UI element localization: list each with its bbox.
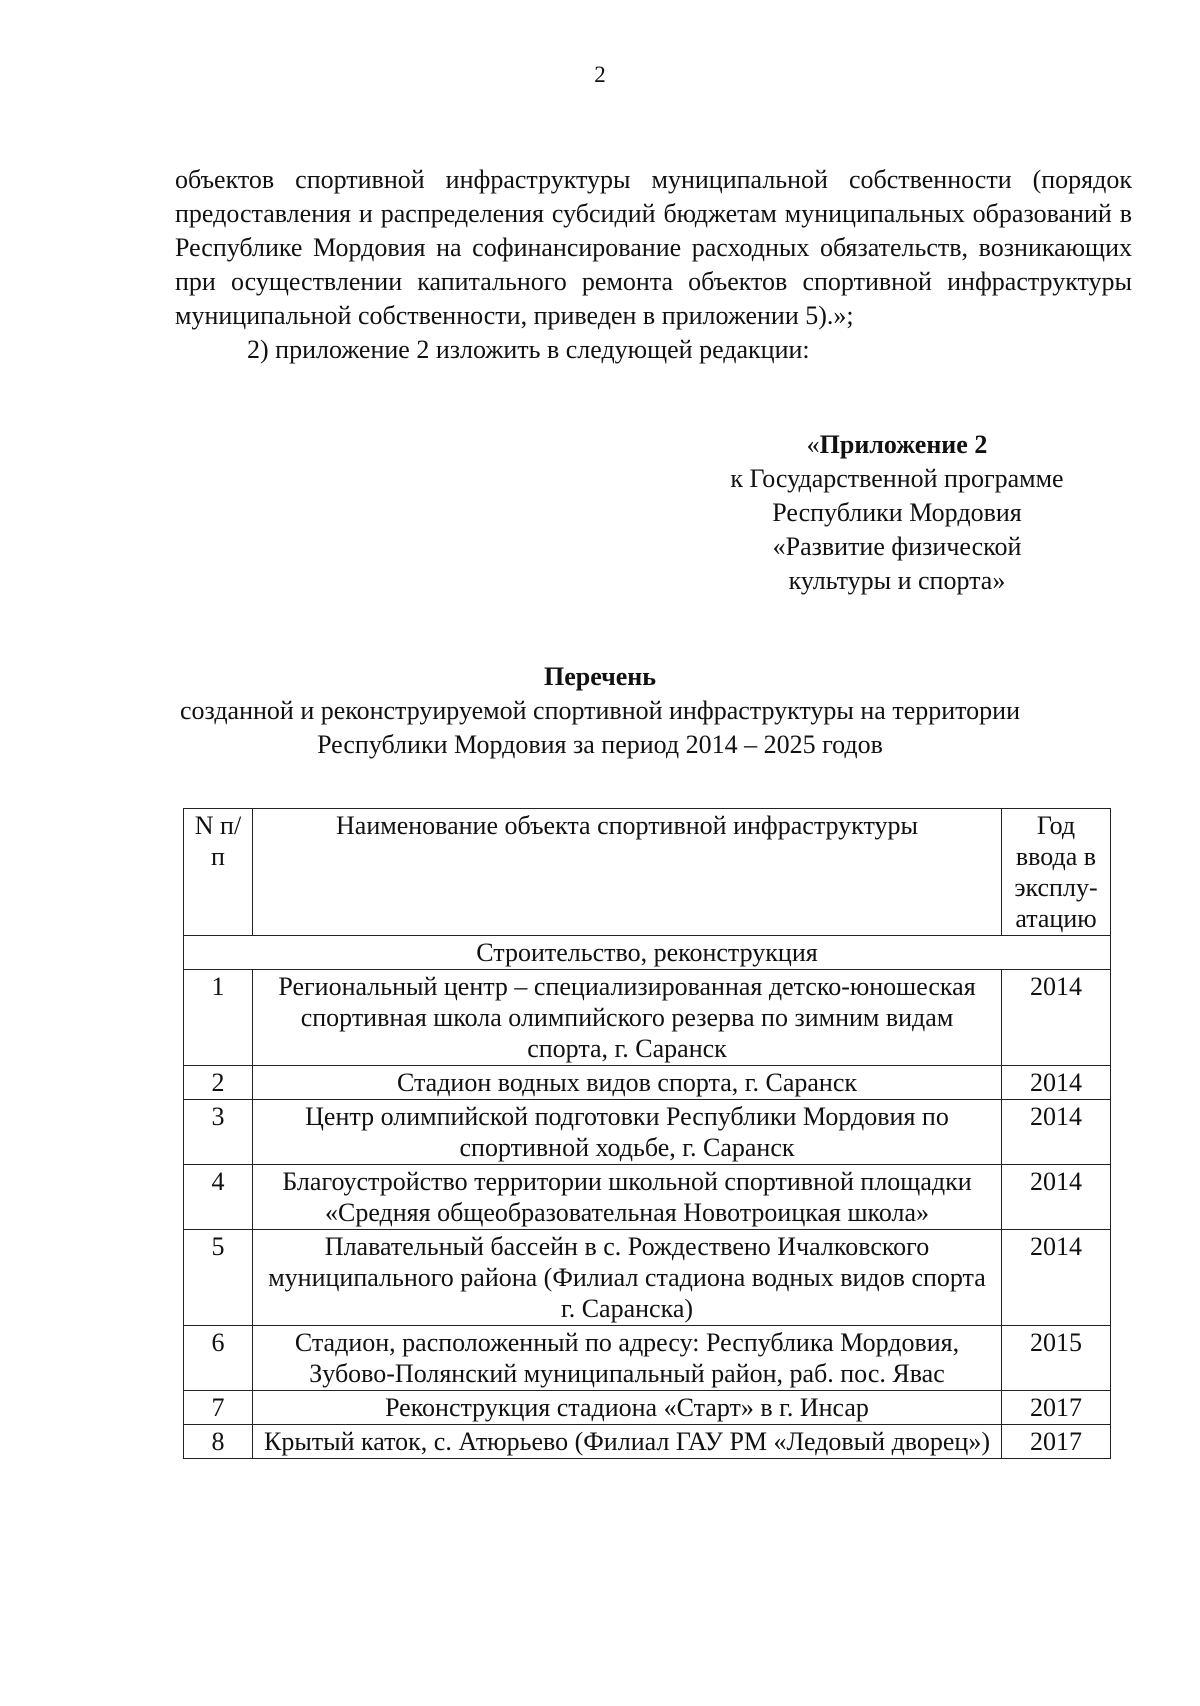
row-number: 1 xyxy=(184,970,253,1066)
row-year: 2015 xyxy=(1002,1326,1111,1391)
row-number: 7 xyxy=(184,1391,253,1425)
table-row xyxy=(184,1391,1111,1425)
row-name: Реконструкция стадиона «Старт» в г. Инсар xyxy=(253,1391,1002,1425)
table-header-row xyxy=(184,809,1111,936)
table-row xyxy=(184,970,1111,1066)
section-title: Строительство, реконструкция xyxy=(184,936,1111,970)
header-year: Год ввода в эксплу-атацию xyxy=(1002,809,1111,936)
header-number: N п/п xyxy=(184,809,253,936)
row-year: 2014 xyxy=(1002,1066,1111,1100)
table-row xyxy=(184,1066,1111,1100)
appendix-title-line xyxy=(692,428,1102,462)
appendix-line: к Государственной программе xyxy=(730,464,1064,493)
row-year: 2014 xyxy=(1002,1100,1111,1165)
row-number: 2 xyxy=(184,1066,253,1100)
row-number: 5 xyxy=(184,1230,253,1326)
appendix-title: Приложение 2 xyxy=(819,430,988,459)
body-text xyxy=(175,163,1132,367)
header-name: Наименование объекта спортивной инфраструктуры xyxy=(253,809,1002,936)
row-name: Центр олимпийской подготовки Республики Мордовия по спортивной ходьбе, г. Саранск xyxy=(253,1100,1002,1165)
row-year: 2014 xyxy=(1002,1230,1111,1326)
table-row xyxy=(184,1326,1111,1391)
row-name: Крытый каток, с. Атюрьево (Филиал ГАУ РМ «Ледовый дворец») xyxy=(253,1425,1002,1459)
appendix-line: Республики Мордовия xyxy=(772,498,1022,527)
appendix-quote-mark: « xyxy=(806,430,820,459)
table-row xyxy=(184,1100,1111,1165)
list-title xyxy=(0,660,1200,762)
paragraph-amendment-item: 2) приложение 2 изложить в следующей редакции: xyxy=(247,335,810,364)
page-number: 2 xyxy=(594,62,606,87)
row-name: Плавательный бассейн в с. Рождествено Ичалковского муниципального района (Филиал стадиона водных видов спорта г. Саранска) xyxy=(253,1230,1002,1326)
row-number: 4 xyxy=(184,1165,253,1230)
list-subtitle-line: Республики Мордовия за период 2014 – 2025 годов xyxy=(317,730,883,759)
row-name: Стадион, расположенный по адресу: Республика Мордовия, Зубово-Полянский муниципальный район, раб. пос. Явас xyxy=(253,1326,1002,1391)
table-row xyxy=(184,1425,1111,1459)
row-name: Стадион водных видов спорта, г. Саранск xyxy=(253,1066,1002,1100)
appendix-line: «Развитие физической xyxy=(772,532,1022,561)
list-subtitle-line: созданной и реконструируемой спортивной инфраструктуры на территории xyxy=(179,696,1021,725)
list-heading: Перечень xyxy=(543,662,657,691)
row-year: 2014 xyxy=(1002,1165,1111,1230)
table-row xyxy=(184,1165,1111,1230)
table-section-row xyxy=(184,936,1111,970)
row-number: 3 xyxy=(184,1100,253,1165)
appendix-header xyxy=(692,428,1102,598)
row-name: Региональный центр – специализированная детско-юношеская спортивная школа олимпийского резерва по зимним видам спорта, г. Саранск xyxy=(253,970,1002,1066)
row-year: 2014 xyxy=(1002,970,1111,1066)
infrastructure-table xyxy=(183,808,1111,1459)
row-name: Благоустройство территории школьной спортивной площадки «Средняя общеобразовательная Новотроицкая школа» xyxy=(253,1165,1002,1230)
paragraph-continuation: объектов спортивной инфраструктуры муниципальной собственности (порядок предоставления и распределения субсидий бюджетам муниципальных образований в Республике Мордовия на софинансирование расходных обязательств, возникающих при осуществлении капитального ремонта объектов спортивной инфраструктуры муниципальной собственности, приведен в приложении 5).»; xyxy=(175,165,1132,330)
appendix-line: культуры и спорта» xyxy=(788,566,1006,595)
row-year: 2017 xyxy=(1002,1391,1111,1425)
row-year: 2017 xyxy=(1002,1425,1111,1459)
row-number: 6 xyxy=(184,1326,253,1391)
row-number: 8 xyxy=(184,1425,253,1459)
table-row xyxy=(184,1230,1111,1326)
